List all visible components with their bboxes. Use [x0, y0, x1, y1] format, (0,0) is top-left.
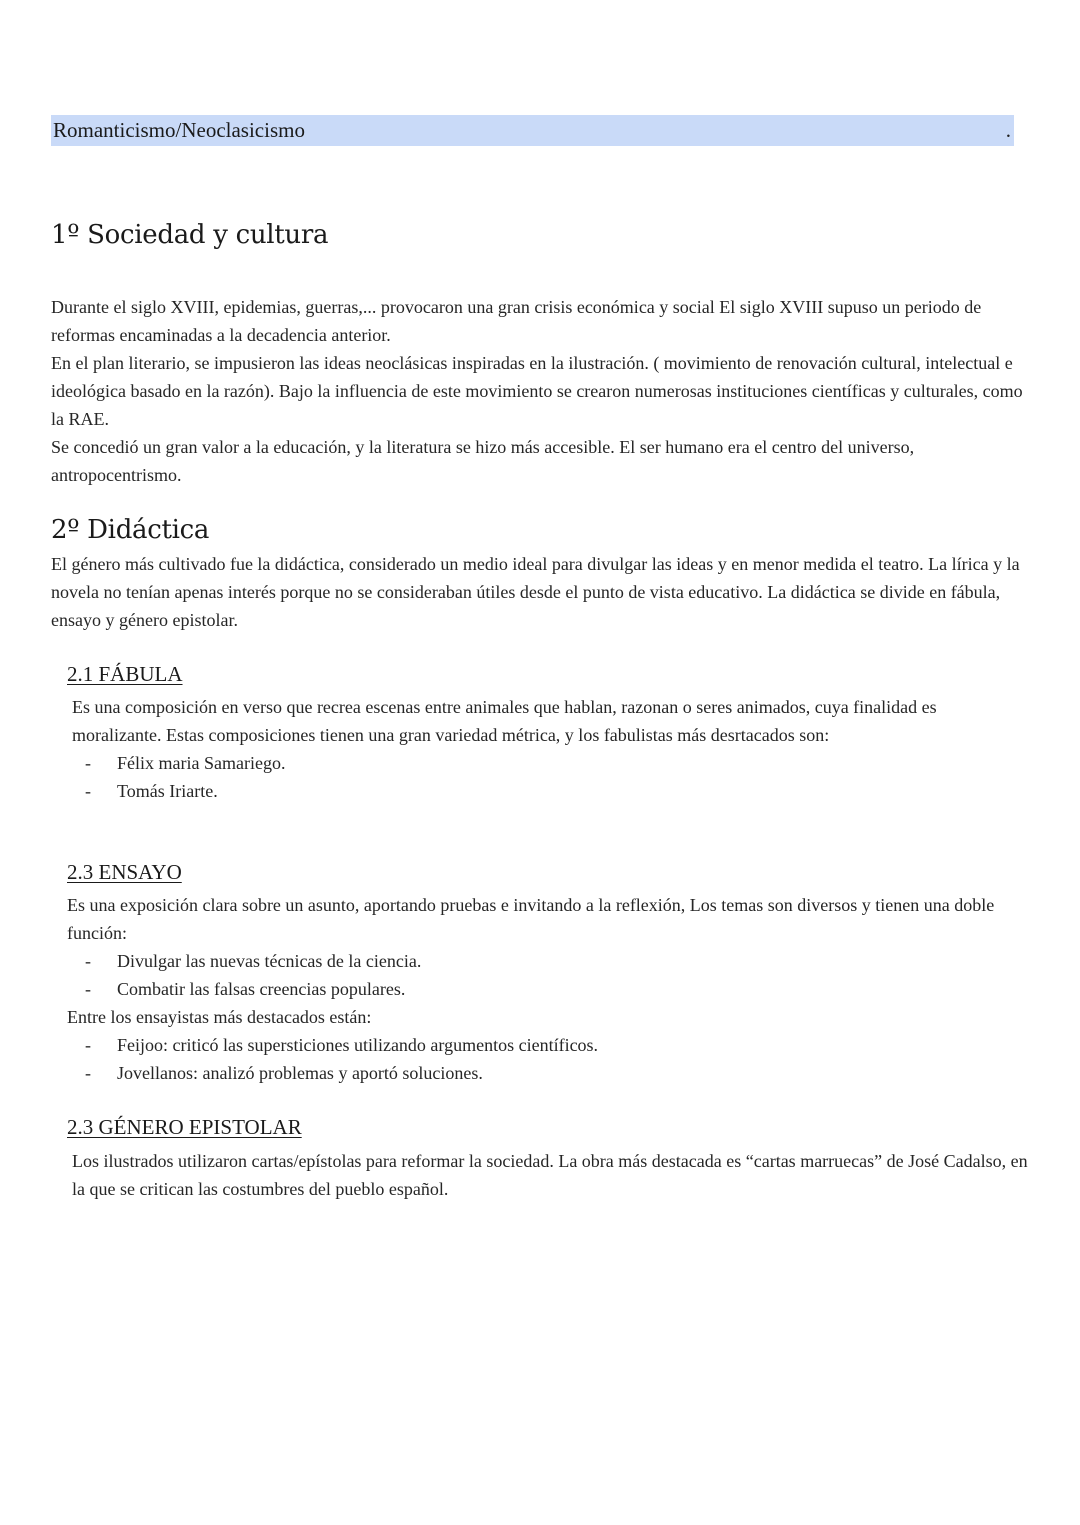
title-band	[51, 115, 1014, 146]
list-dash: -	[85, 1035, 91, 1055]
subsection-heading-ensayo: 2.3 ENSAYO	[67, 860, 182, 884]
paragraph: Es una composición en verso que recrea escenas entre animales que hablan, razonan o seres animados, cuya finalidad es moralizante. Estas composiciones tienen una gran variedad métrica, y los fabulistas más desrtacados son:	[72, 697, 937, 745]
section-heading-sociedad: 1º Sociedad y cultura	[51, 220, 329, 250]
list-dash: -	[85, 781, 91, 801]
list-item-text: Combatir las falsas creencias populares.	[117, 979, 406, 999]
list-dash: -	[85, 753, 91, 773]
subsection-body-ensayo	[67, 891, 1017, 1087]
section-body-didactica	[51, 550, 1026, 634]
paragraph: En el plan literario, se impusieron las ideas neoclásicas inspiradas en la ilustración. ( movimiento de renovación cultural, intelectual e ideológica basado en la razón). Bajo la influencia de este movimiento se crearon numerosas instituciones científicas y culturales, como la RAE.	[51, 353, 1023, 429]
list-item-text: Jovellanos: analizó problemas y aportó soluciones.	[117, 1063, 483, 1083]
list-item	[67, 975, 1017, 1003]
subsection-body-fabula	[72, 693, 1022, 805]
list-item	[72, 777, 1022, 805]
list-item-text: Félix maria Samariego.	[117, 753, 286, 773]
list-dash: -	[85, 979, 91, 999]
paragraph: Durante el siglo XVIII, epidemias, guerras,... provocaron una gran crisis económica y social El siglo XVIII supuso un periodo de reformas encaminadas a la decadencia anterior.	[51, 297, 982, 345]
function-list	[67, 947, 1017, 1003]
title-trailing-dot: .	[1005, 118, 1011, 142]
list-item	[67, 1059, 1017, 1087]
list-item	[72, 749, 1022, 777]
paragraph: Se concedió un gran valor a la educación, y la literatura se hizo más accesible. El ser humano era el centro del universo, antropocentrismo.	[51, 437, 915, 485]
document-title: Romanticismo/Neoclasicismo	[53, 118, 305, 142]
list-item-text: Feijoo: criticó las supersticiones utilizando argumentos científicos.	[117, 1035, 599, 1055]
paragraph: Entre los ensayistas más destacados están:	[67, 1007, 372, 1027]
list-item	[67, 1031, 1017, 1059]
section-heading-didactica: 2º Didáctica	[51, 515, 210, 545]
paragraph: El género más cultivado fue la didáctica, considerado un medio ideal para divulgar las ideas y en menor medida el teatro. La lírica y la novela no tenían apenas interés porque no se consideraban útiles desde el punto de vista educativo. La didáctica se divide en fábula, ensayo y género epistolar.	[51, 554, 1020, 630]
subsection-heading-fabula: 2.1 FÁBULA	[67, 662, 183, 686]
subsection-heading-epistolar: 2.3 GÉNERO EPISTOLAR	[67, 1115, 302, 1139]
essayist-list	[67, 1031, 1017, 1087]
list-item-text: Divulgar las nuevas técnicas de la ciencia.	[117, 951, 422, 971]
list-item	[67, 947, 1017, 975]
list-item-text: Tomás Iriarte.	[117, 781, 218, 801]
paragraph: Los ilustrados utilizaron cartas/epístolas para reformar la sociedad. La obra más destacada es “cartas marruecas” de José Cadalso, en la que se critican las costumbres del pueblo español.	[72, 1151, 1028, 1199]
fabulist-list	[72, 749, 1022, 805]
paragraph: Es una exposición clara sobre un asunto, aportando pruebas e invitando a la reflexión, Los temas son diversos y tienen una doble función:	[67, 895, 995, 943]
list-dash: -	[85, 951, 91, 971]
list-dash: -	[85, 1063, 91, 1083]
subsection-body-epistolar	[72, 1147, 1032, 1203]
section-body-sociedad	[51, 293, 1026, 489]
